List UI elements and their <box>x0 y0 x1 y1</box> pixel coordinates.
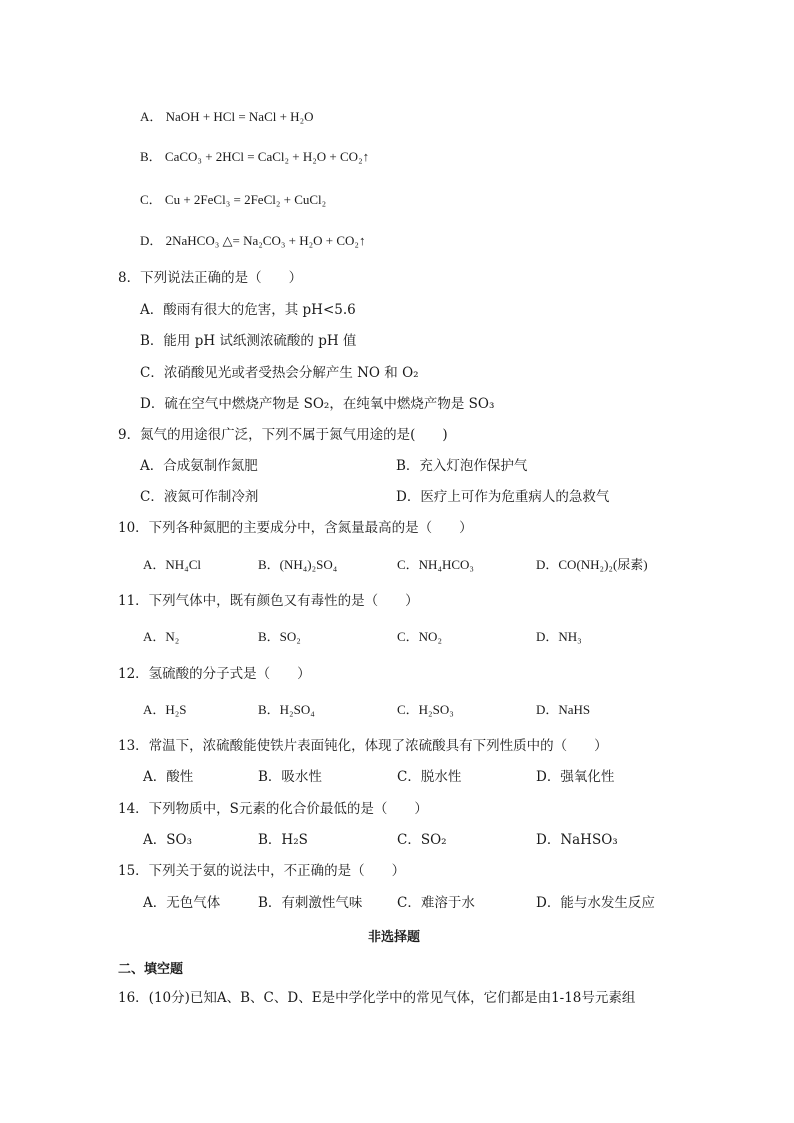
q12-option-b: B．H₂SO₄ <box>258 702 315 717</box>
q11-option-c: C．NO₂ <box>397 629 442 644</box>
q11-stem: 11．下列气体中，既有颜色又有毒性的是（ ） <box>118 593 419 609</box>
q14-option-b: B．H₂S <box>258 832 308 848</box>
q7-option-a: A． NaOH + HCl = NaCl + H₂O <box>140 109 314 124</box>
q15-option-d: D．能与水发生反应 <box>536 895 655 911</box>
q15-stem: 15．下列关于氨的说法中，不正确的是（ ） <box>118 863 406 879</box>
q7-option-a-formula: NaOH + HCl = NaCl + H₂O <box>165 109 314 124</box>
q7-option-b: B． CaCO₃ + 2HCl = CaCl₂ + H₂O + CO₂↑ <box>140 149 370 164</box>
section-title: 非选择题 <box>368 930 421 945</box>
q15-option-c: C．难溶于水 <box>397 895 475 911</box>
q12-option-d: D．NaHS <box>536 702 591 717</box>
q10-option-d: D．CO(NH₂)₂(尿素) <box>536 557 648 572</box>
q7-option-c-formula: Cu + 2FeCl₃ = 2FeCl₂ + CuCl₂ <box>164 192 327 207</box>
q14-option-d: D．NaHSO₃ <box>536 832 618 848</box>
q12-stem: 12．氢硫酸的分子式是（ ） <box>118 666 311 682</box>
q13-option-a: A．酸性 <box>143 769 194 785</box>
q10-option-c: C．NH₄HCO₃ <box>397 557 474 572</box>
q13-stem: 13．常温下，浓硫酸能使铁片表面钝化，体现了浓硫酸具有下列性质中的（ ） <box>118 738 608 754</box>
q8-option-c: C．浓硝酸见光或者受热会分解产生 NO 和 O₂ <box>140 365 419 381</box>
q7-option-b-formula: CaCO₃ + 2HCl = CaCl₂ + H₂O + CO₂↑ <box>164 149 370 164</box>
q12-option-c: C．H₂SO₃ <box>397 702 454 717</box>
q9-stem: 9．氮气的用途很广泛，下列不属于氮气用途的是( ) <box>118 427 448 443</box>
q15-option-a: A．无色气体 <box>143 895 221 911</box>
q8-option-d: D．硫在空气中燃烧产物是 SO₂，在纯氧中燃烧产物是 SO₃ <box>140 396 495 412</box>
q7-option-d: D． 2NaHCO₃ △= Na₂CO₃ + H₂O + CO₂↑ <box>140 233 366 248</box>
q8-option-a: A．酸雨有很大的危害，其 pH<5.6 <box>140 302 356 318</box>
q10-stem: 10．下列各种氮肥的主要成分中，含氮量最高的是（ ） <box>118 520 473 536</box>
q13-option-d: D．强氧化性 <box>536 769 615 785</box>
q15-option-b: B．有刺激性气味 <box>258 895 363 911</box>
q14-option-c: C．SO₂ <box>397 832 447 848</box>
q7-option-d-formula: 2NaHCO₃ △= Na₂CO₃ + H₂O + CO₂↑ <box>165 233 366 248</box>
q10-option-a: A．NH₄Cl <box>143 557 201 572</box>
q16-stem: 16．(10分)已知A、B、C、D、E是中学化学中的常见气体，它们都是由1-18号元素组 <box>118 990 636 1006</box>
q13-option-b: B．吸水性 <box>258 769 322 785</box>
q11-option-b: B．SO₂ <box>258 629 301 644</box>
q9-option-b: B．充入灯泡作保护气 <box>396 458 528 474</box>
q10-option-b: B．(NH₄)₂SO₄ <box>258 557 338 572</box>
q9-option-c: C．液氮可作制冷剂 <box>140 489 259 505</box>
q11-option-d: D．NH₃ <box>536 629 582 644</box>
q7-option-c: C． Cu + 2FeCl₃ = 2FeCl₂ + CuCl₂ <box>140 192 327 207</box>
q8-option-b: B．能用 pH 试纸测浓硫酸的 pH 值 <box>140 333 357 349</box>
part-two-title: 二、填空题 <box>118 962 184 977</box>
q9-option-d: D．医疗上可作为危重病人的急救气 <box>396 489 610 505</box>
q14-option-a: A．SO₃ <box>143 832 192 848</box>
q11-option-a: A．N₂ <box>143 629 180 644</box>
q13-option-c: C．脱水性 <box>397 769 462 785</box>
q14-stem: 14．下列物质中，S元素的化合价最低的是（ ） <box>118 801 428 817</box>
q8-stem: 8．下列说法正确的是（ ） <box>118 270 303 286</box>
q9-option-a: A．合成氨制作氮肥 <box>140 458 258 474</box>
q12-option-a: A．H₂S <box>143 702 187 717</box>
